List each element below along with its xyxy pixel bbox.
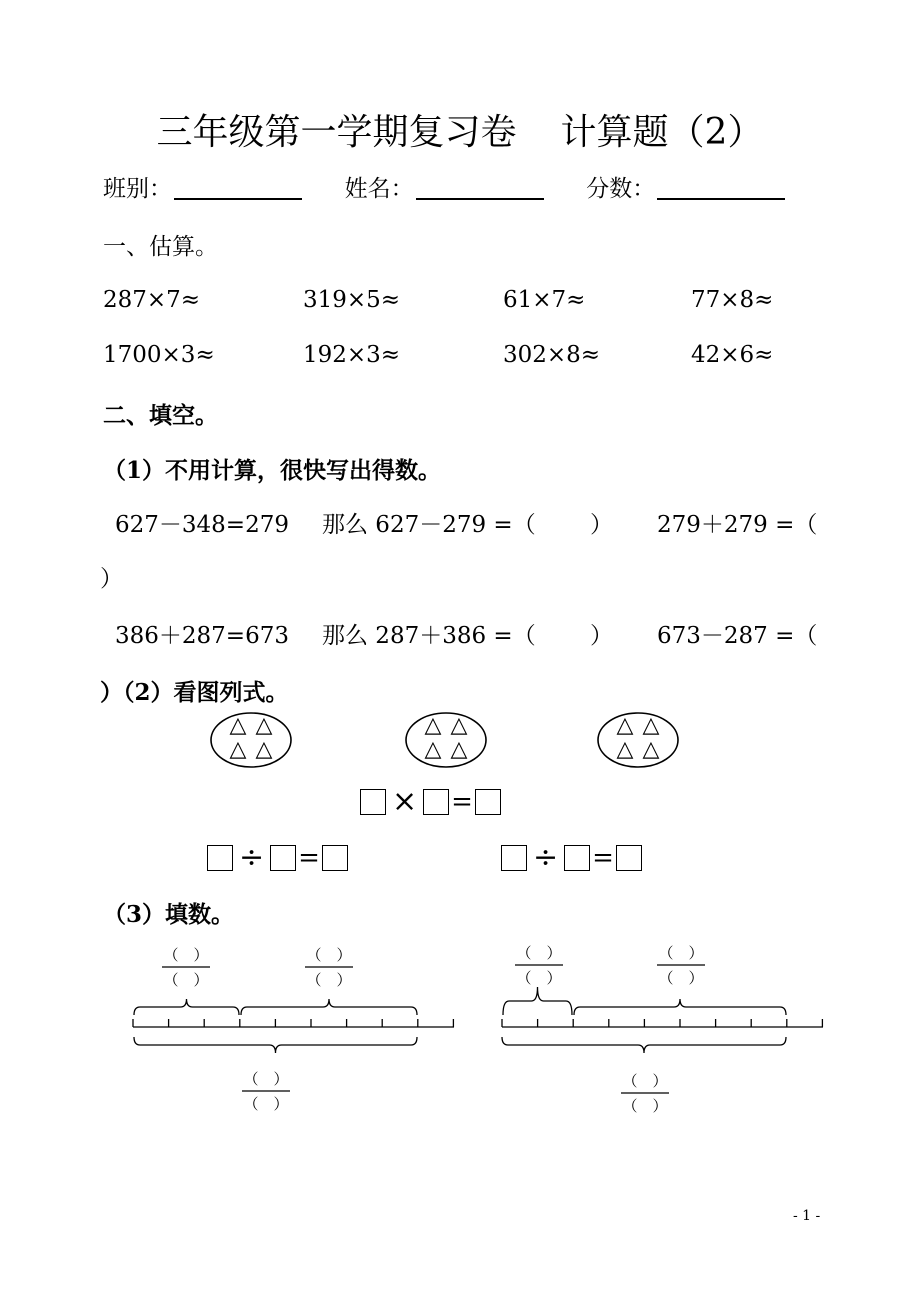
q1-given-2: 386＋287=673	[115, 623, 289, 649]
multiply-equation	[360, 784, 501, 819]
divide-sign: ÷	[239, 840, 265, 875]
brace-top	[503, 987, 572, 1015]
answer-box[interactable]	[475, 789, 501, 815]
score-blank[interactable]	[657, 176, 785, 200]
triangle-icon: △	[616, 737, 634, 762]
answer-box[interactable]	[270, 845, 296, 871]
answer-box[interactable]	[207, 845, 233, 871]
q1-close-2: ）	[590, 623, 613, 649]
fraction-denominator-blank[interactable]: （ ）	[622, 1097, 668, 1115]
class-blank[interactable]	[174, 176, 302, 200]
fraction-numerator-blank[interactable]: （ ）	[163, 946, 209, 964]
q1-heading: （1）不用计算，很快写出得数。	[103, 457, 442, 484]
title-sub: 计算题（2）	[560, 112, 764, 153]
fraction-denominator-blank[interactable]: （ ）	[163, 971, 209, 989]
oval-group-2	[406, 713, 486, 767]
equals-sign: =	[298, 843, 320, 873]
triangle-icon: △	[229, 737, 247, 762]
triangle-groups	[0, 708, 920, 774]
q1-then-2: 那么 287＋386 =（	[322, 623, 536, 649]
q1-close-1: ）	[590, 512, 613, 538]
triangle-icon: △	[424, 713, 442, 738]
fraction-denominator-blank[interactable]: （ ）	[243, 1095, 289, 1113]
q1-second-2: 673－287 =（	[657, 623, 818, 649]
q1-given-1: 627－348=279	[115, 512, 289, 538]
title-main: 三年级第一学期复习卷	[156, 112, 517, 153]
estimate-item: 319×5≈	[303, 287, 401, 313]
triangle-icon: △	[255, 713, 273, 738]
brace-top	[134, 999, 239, 1015]
answer-box[interactable]	[616, 845, 642, 871]
class-label: 班别：	[103, 176, 172, 202]
answer-box[interactable]	[423, 789, 449, 815]
fraction-numerator-blank[interactable]: （ ）	[622, 1072, 668, 1090]
fraction-numerator-blank[interactable]: （ ）	[306, 946, 352, 964]
triangle-icon: △	[255, 737, 273, 762]
estimate-item: 192×3≈	[303, 342, 401, 368]
times-sign: ×	[392, 784, 418, 819]
q1-then-1: 那么 627－279 =（	[322, 512, 536, 538]
brace-top	[574, 999, 786, 1015]
fraction-numerator-blank[interactable]: （ ）	[516, 944, 562, 962]
oval-group-1	[211, 713, 291, 767]
section2-heading: 二、填空。	[103, 402, 218, 429]
student-info-row	[103, 170, 785, 203]
triangle-icon: △	[642, 713, 660, 738]
estimate-item: 42×6≈	[691, 342, 774, 368]
q1-second-1: 279＋279 =（	[657, 512, 818, 538]
triangle-icon: △	[229, 713, 247, 738]
fraction-denominator-blank[interactable]: （ ）	[516, 969, 562, 987]
estimate-item: 302×8≈	[503, 342, 601, 368]
brace-top	[241, 999, 417, 1015]
divide-equation-2	[501, 840, 642, 875]
divide-equation-1	[207, 840, 348, 875]
equals-sign: =	[592, 843, 614, 873]
number-line-diagrams	[0, 940, 920, 1130]
page-number: - 1 -	[793, 1208, 821, 1224]
brace-bottom	[502, 1037, 786, 1053]
fraction-denominator-blank[interactable]: （ ）	[306, 971, 352, 989]
answer-box[interactable]	[564, 845, 590, 871]
answer-box[interactable]	[360, 789, 386, 815]
estimate-item: 77×8≈	[691, 287, 774, 313]
q1-wrap-1: ）	[100, 566, 123, 592]
name-label: 姓名：	[344, 176, 414, 202]
answer-box[interactable]	[501, 845, 527, 871]
triangle-icon: △	[450, 713, 468, 738]
triangle-icon: △	[424, 737, 442, 762]
answer-box[interactable]	[322, 845, 348, 871]
divide-sign: ÷	[533, 840, 559, 875]
triangle-icon: △	[450, 737, 468, 762]
name-blank[interactable]	[416, 176, 544, 200]
fraction-numerator-blank[interactable]: （ ）	[243, 1070, 289, 1088]
q3-heading: （3）填数。	[103, 901, 235, 928]
estimate-item: 1700×3≈	[103, 342, 215, 368]
estimate-item: 287×7≈	[103, 287, 201, 313]
estimate-item: 61×7≈	[503, 287, 586, 313]
triangle-icon: △	[642, 737, 660, 762]
section1-heading: 一、估算。	[103, 234, 218, 260]
fraction-denominator-blank[interactable]: （ ）	[658, 969, 704, 987]
triangle-icon: △	[616, 713, 634, 738]
q2-heading: ）（2）看图列式。	[100, 679, 289, 706]
oval-group-3	[598, 713, 678, 767]
fraction-numerator-blank[interactable]: （ ）	[658, 944, 704, 962]
equals-sign: =	[451, 787, 473, 817]
score-label: 分数：	[586, 176, 656, 202]
brace-bottom	[134, 1037, 417, 1053]
page-title	[0, 104, 920, 155]
